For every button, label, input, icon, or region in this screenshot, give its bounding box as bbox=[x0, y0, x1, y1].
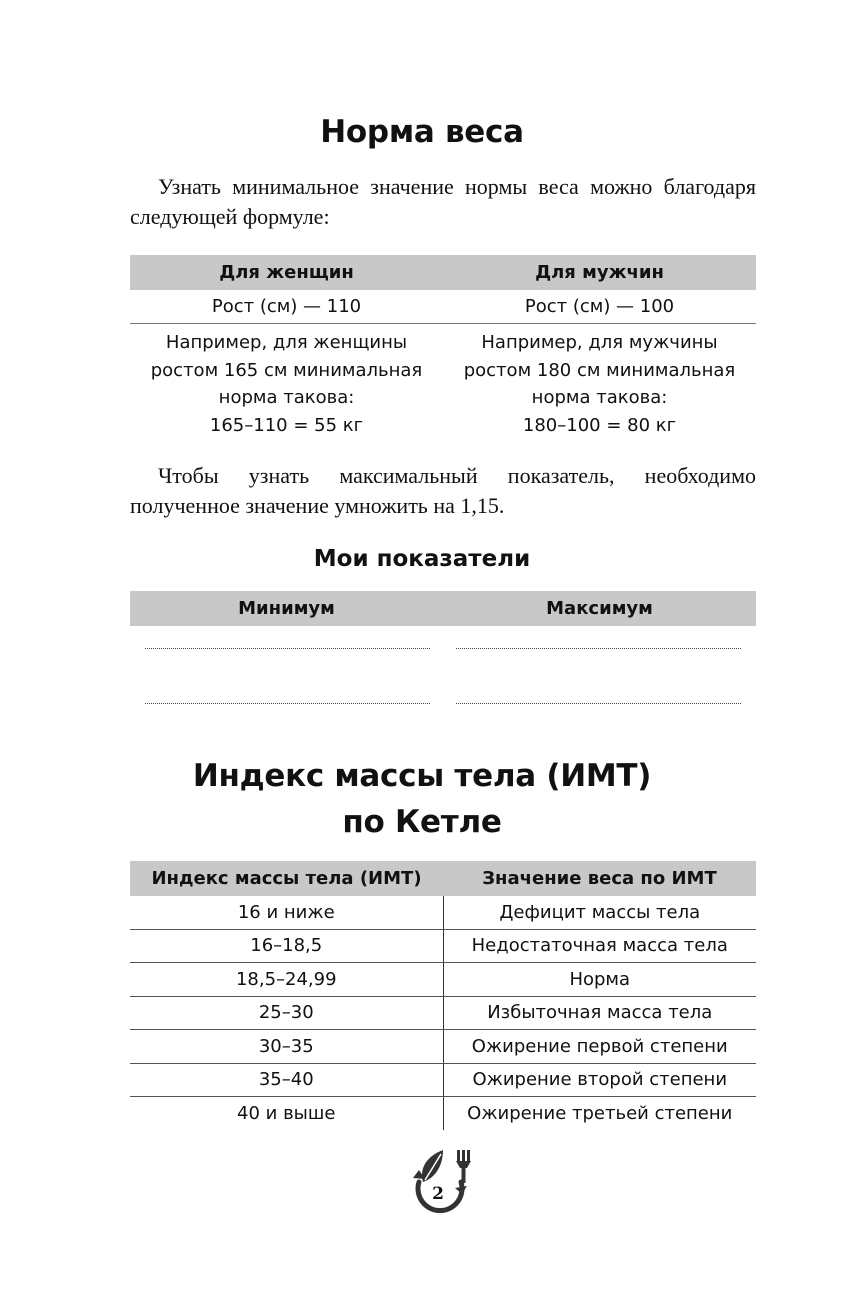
header-men: Для мужчин bbox=[443, 255, 756, 290]
bmi-meaning: Ожирение второй степени bbox=[443, 1063, 756, 1097]
bmi-range: 16 и ниже bbox=[130, 896, 443, 929]
bmi-range: 30–35 bbox=[130, 1030, 443, 1064]
table-row bbox=[130, 996, 756, 1030]
max-note-paragraph: Чтобы узнать максимальный показатель, необходимо полученное значение умножить на 1,15. bbox=[130, 463, 756, 518]
intro-paragraph: Узнать минимальное значение нормы веса можно благодаря следующей формуле: bbox=[130, 174, 756, 229]
example-line: Например, для женщины bbox=[165, 332, 408, 353]
bmi-meaning: Недостаточная масса тела bbox=[443, 929, 756, 963]
formula-men: Рост (см) — 100 bbox=[443, 290, 756, 324]
formula-women: Рост (см) — 110 bbox=[130, 290, 443, 324]
bmi-meaning: Ожирение первой степени bbox=[443, 1030, 756, 1064]
bmi-meaning: Ожирение третьей степени bbox=[467, 1102, 733, 1124]
example-line: норма такова: bbox=[218, 387, 355, 408]
table-row bbox=[130, 1063, 756, 1097]
minimum-entry-line[interactable] bbox=[145, 648, 430, 649]
section-title-my-values: Мои показатели bbox=[313, 546, 531, 572]
header-bmi-meaning: Значение веса по ИМТ bbox=[443, 861, 756, 896]
weight-norm-table bbox=[130, 255, 756, 439]
example-line: ростом 180 см минимальная bbox=[463, 359, 736, 381]
section-title-bmi-quetelet: по Кетле bbox=[342, 804, 502, 840]
bmi-range: 16–18,5 bbox=[130, 929, 443, 963]
minimum-entry-line[interactable] bbox=[145, 703, 430, 704]
table-row bbox=[130, 963, 756, 997]
example-line: ростом 165 см минимальная bbox=[150, 359, 423, 381]
table-row bbox=[130, 929, 756, 963]
section-title-bmi: Индекс массы тела (ИМТ) bbox=[192, 758, 652, 794]
example-women bbox=[130, 324, 443, 440]
bmi-table bbox=[130, 861, 756, 1130]
example-line: 180–100 = 80 кг bbox=[522, 414, 677, 436]
table-row bbox=[130, 1030, 756, 1064]
header-maximum: Максимум bbox=[443, 591, 756, 626]
bmi-range: 18,5–24,99 bbox=[130, 963, 443, 997]
table-row bbox=[130, 1097, 756, 1130]
bmi-meaning: Избыточная масса тела bbox=[443, 996, 756, 1030]
bmi-range: 35–40 bbox=[130, 1063, 443, 1097]
table-row bbox=[130, 896, 756, 929]
bmi-range: 40 и выше bbox=[130, 1097, 443, 1130]
header-women: Для женщин bbox=[130, 255, 443, 290]
section-title-weight-norm: Норма веса bbox=[320, 114, 524, 150]
header-bmi-index: Индекс массы тела (ИМТ) bbox=[130, 861, 443, 896]
bmi-range: 25–30 bbox=[130, 996, 443, 1030]
header-minimum: Минимум bbox=[130, 591, 443, 626]
maximum-entry-line[interactable] bbox=[456, 703, 741, 704]
my-values-table bbox=[130, 591, 756, 626]
example-line: норма такова: bbox=[531, 387, 668, 408]
maximum-entry-line[interactable] bbox=[456, 648, 741, 649]
bmi-meaning: Норма bbox=[443, 963, 756, 997]
page-number: 2 bbox=[432, 1184, 444, 1204]
bmi-meaning: Дефицит массы тела bbox=[443, 896, 756, 929]
example-line: Например, для мужчины bbox=[481, 332, 718, 353]
example-line: 165–110 = 55 кг bbox=[209, 414, 364, 436]
example-men bbox=[443, 324, 756, 440]
